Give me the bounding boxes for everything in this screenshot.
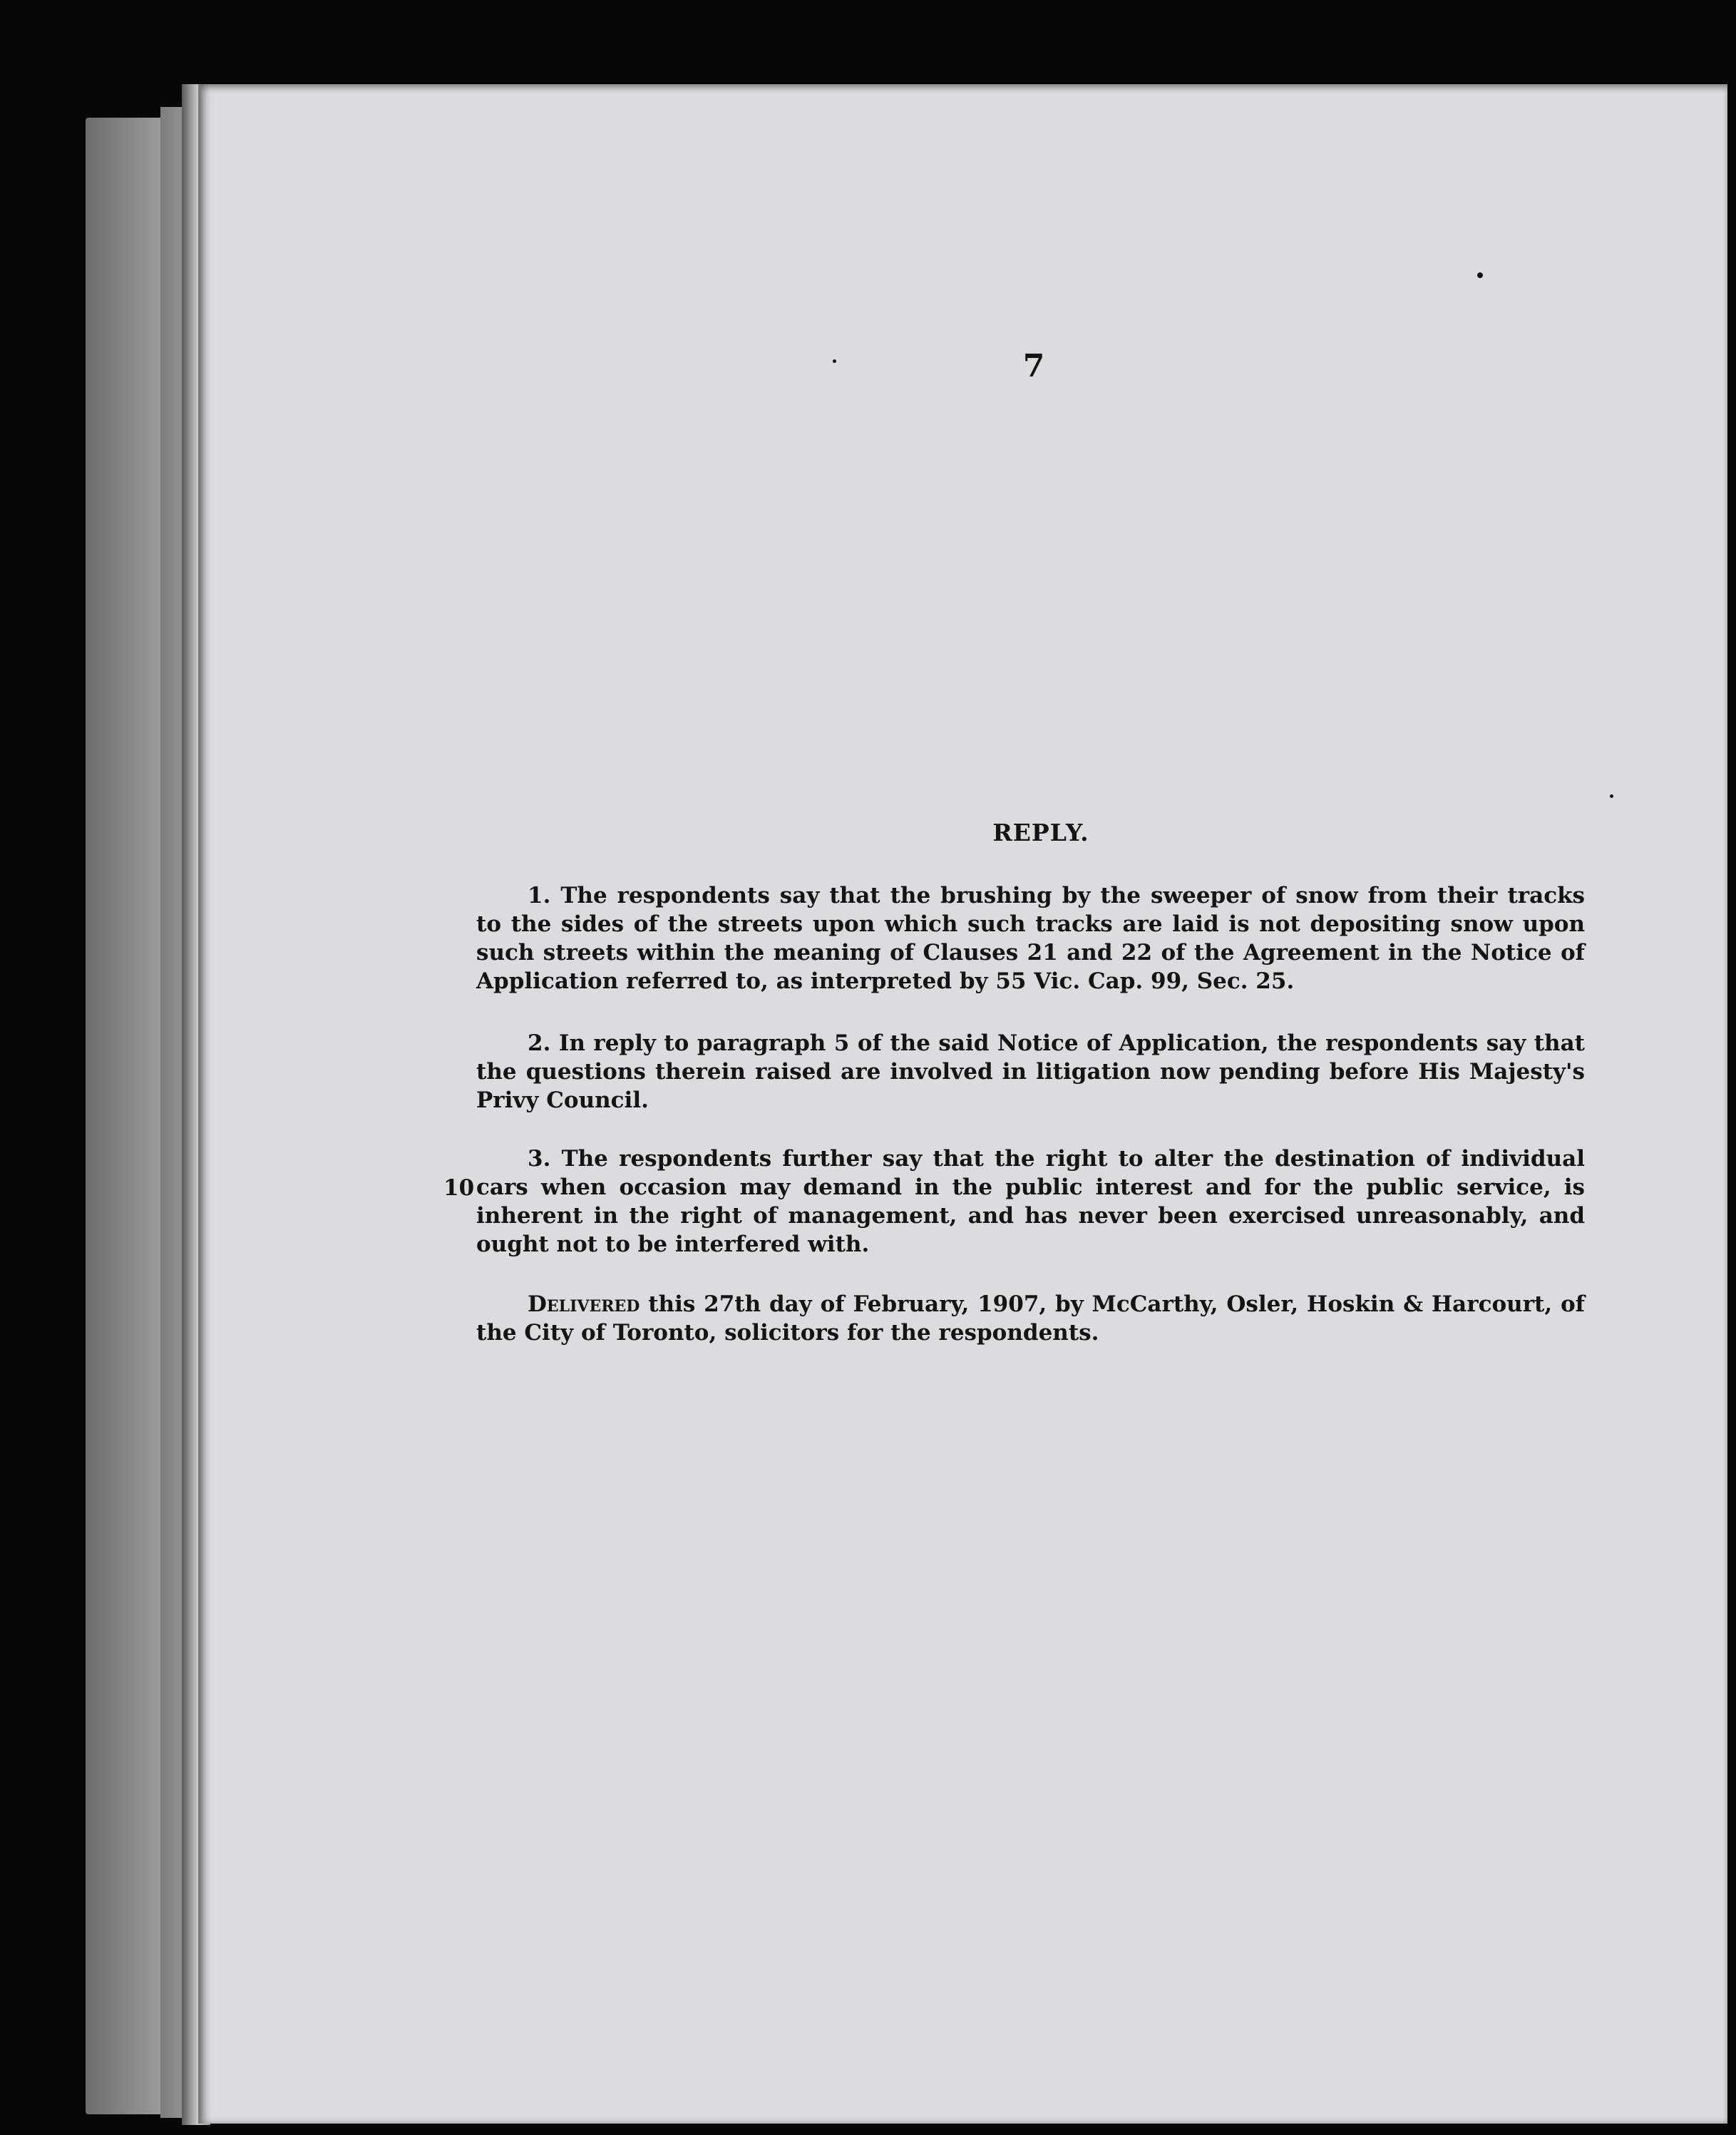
page-number: 7 [1022,348,1045,384]
ink-speck [1610,794,1613,798]
paragraph-3: 3. The respondents further say that the right to alter the destination of individual cars when occasion may demand in the public interest and for the public service, is inherent in the right of management, and has never been exercised unreasonably, and ought not to be interfered with. [476,1146,1585,1257]
ink-speck [833,359,836,363]
ink-speck [1477,272,1483,278]
delivery-statement [476,1290,1585,1347]
section-heading: REPLY. [992,819,1089,846]
margin-line-number: 10 [443,1175,475,1201]
delivered-text: this 27th day of February, 1907, by McCarthy, Osler, Hoskin & Harcourt, of the City of Toronto, solicitors for the respondents. [476,1291,1585,1346]
paragraph-2: 2. In reply to paragraph 5 of the said Notice of Application, the respondents say that the questions therein raised are involved in litigation now pending before His Majesty's Privy Council. [476,1030,1585,1113]
paragraph-1: 1. The respondents say that the brushing by the sweeper of snow from their tracks to the sides of the streets upon which such tracks are laid is not depositing snow upon such streets within the meaning of Clauses 21 and 22 of the Agreement in the Notice of Application referred to, as interpreted by 55 Vic. Cap. 99, Sec. 25. [476,883,1585,994]
delivered-lead: Delivered [528,1291,640,1317]
